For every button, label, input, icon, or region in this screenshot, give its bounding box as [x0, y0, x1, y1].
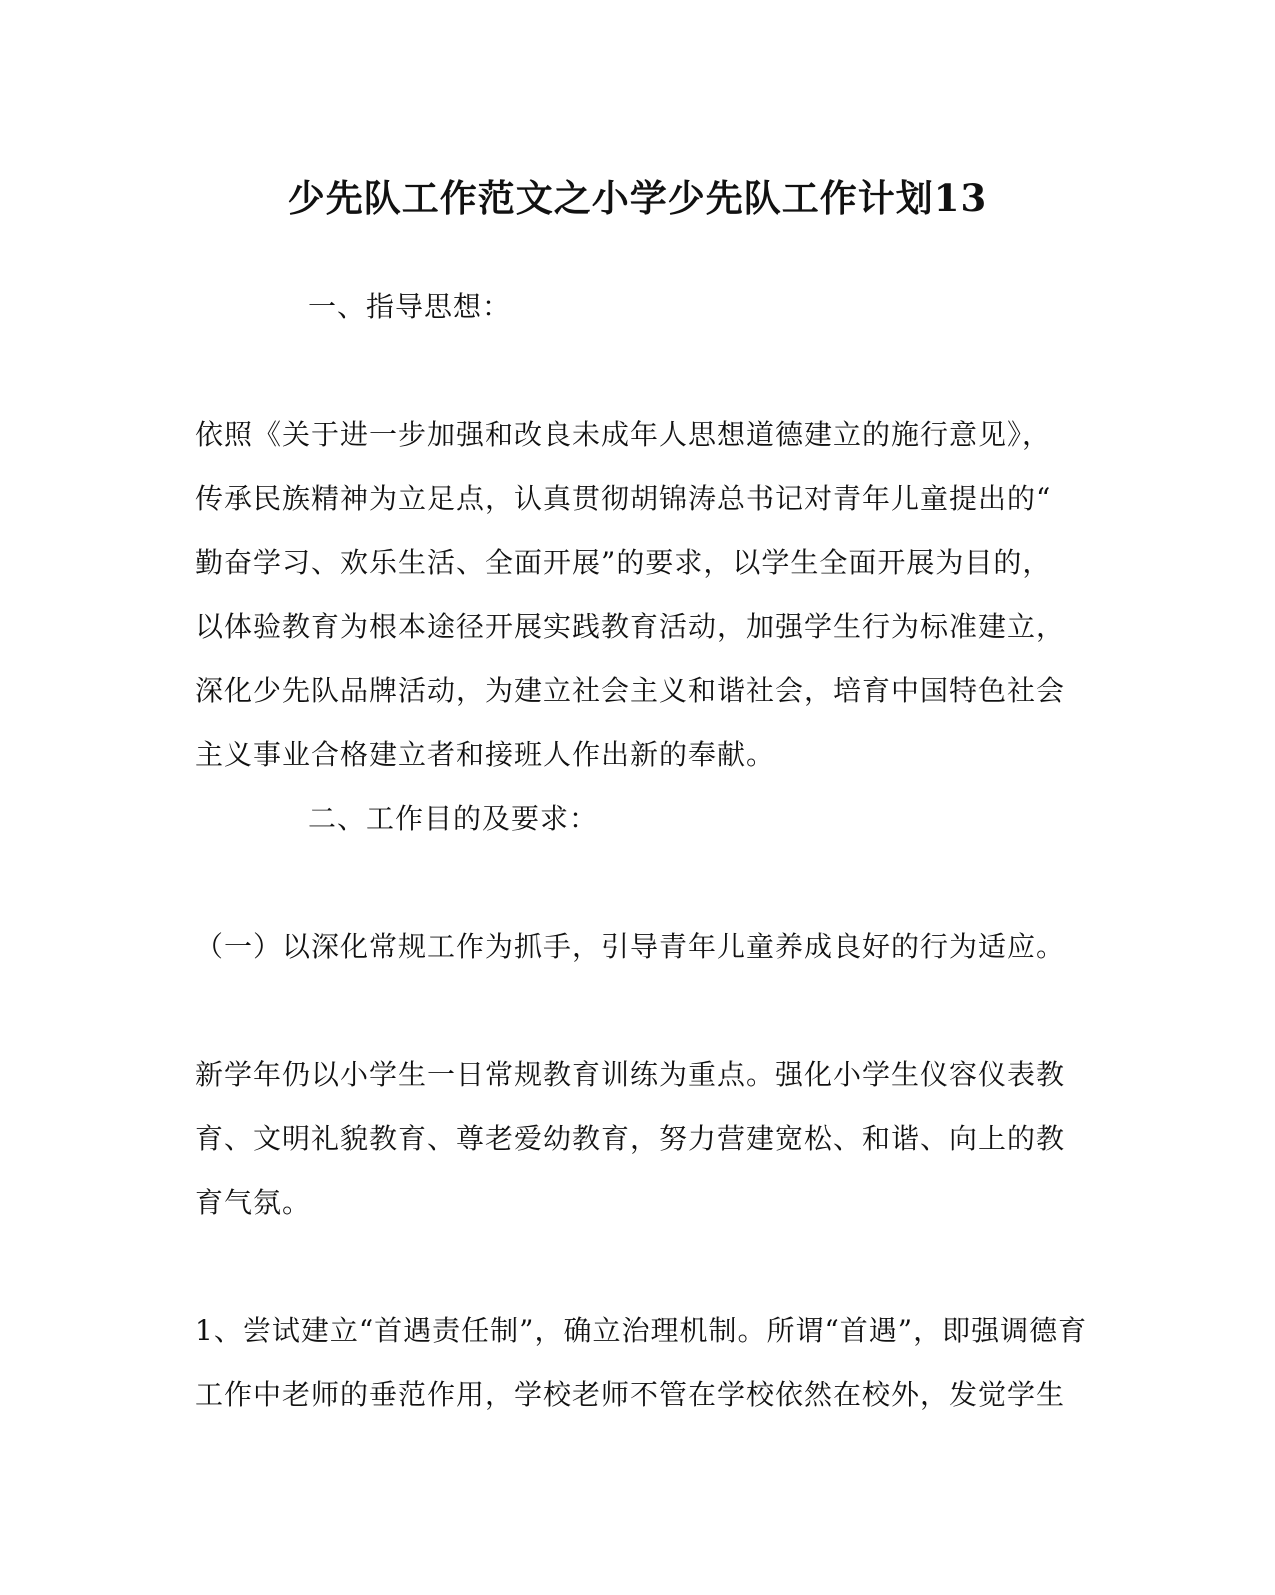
paragraph-line: 1、尝试建立“首遇责任制”，确立治理机制。所谓“首遇”，即强调德育 [195, 1314, 1088, 1347]
document-title: 少先队工作范文之小学少先队工作计划13 [287, 176, 988, 220]
section-heading-guiding-ideology: 一、指导思想： [308, 290, 512, 323]
paragraph-line: 深化少先队品牌活动，为建立社会主义和谐社会，培育中国特色社会 [195, 674, 1066, 707]
paragraph-line: 育气氛。 [195, 1186, 312, 1219]
paragraph-line: 主义事业合格建立者和接班人作出新的奉献。 [195, 738, 776, 771]
paragraph-line: 以体验教育为根本途径开展实践教育活动，加强学生行为标准建立， [195, 610, 1066, 643]
subsection-heading: （一）以深化常规工作为抓手，引导青年儿童养成良好的行为适应。 [195, 930, 1066, 963]
paragraph-line: 依照《关于进一步加强和改良未成年人思想道德建立的施行意见》， [195, 418, 1052, 451]
paragraph-line: 育、文明礼貌教育、尊老爱幼教育，努力营建宽松、和谐、向上的教 [195, 1122, 1066, 1155]
paragraph-line: 勤奋学习、欢乐生活、全面开展”的要求，以学生全面开展为目的， [195, 546, 1052, 579]
paragraph-line: 新学年仍以小学生一日常规教育训练为重点。强化小学生仪容仪表教 [195, 1058, 1066, 1091]
paragraph-line: 工作中老师的垂范作用，学校老师不管在学校依然在校外，发觉学生 [195, 1378, 1066, 1411]
section-heading-work-goals: 二、工作目的及要求： [308, 802, 599, 835]
paragraph-line: 传承民族精神为立足点，认真贯彻胡锦涛总书记对青年儿童提出的“ [195, 482, 1052, 515]
